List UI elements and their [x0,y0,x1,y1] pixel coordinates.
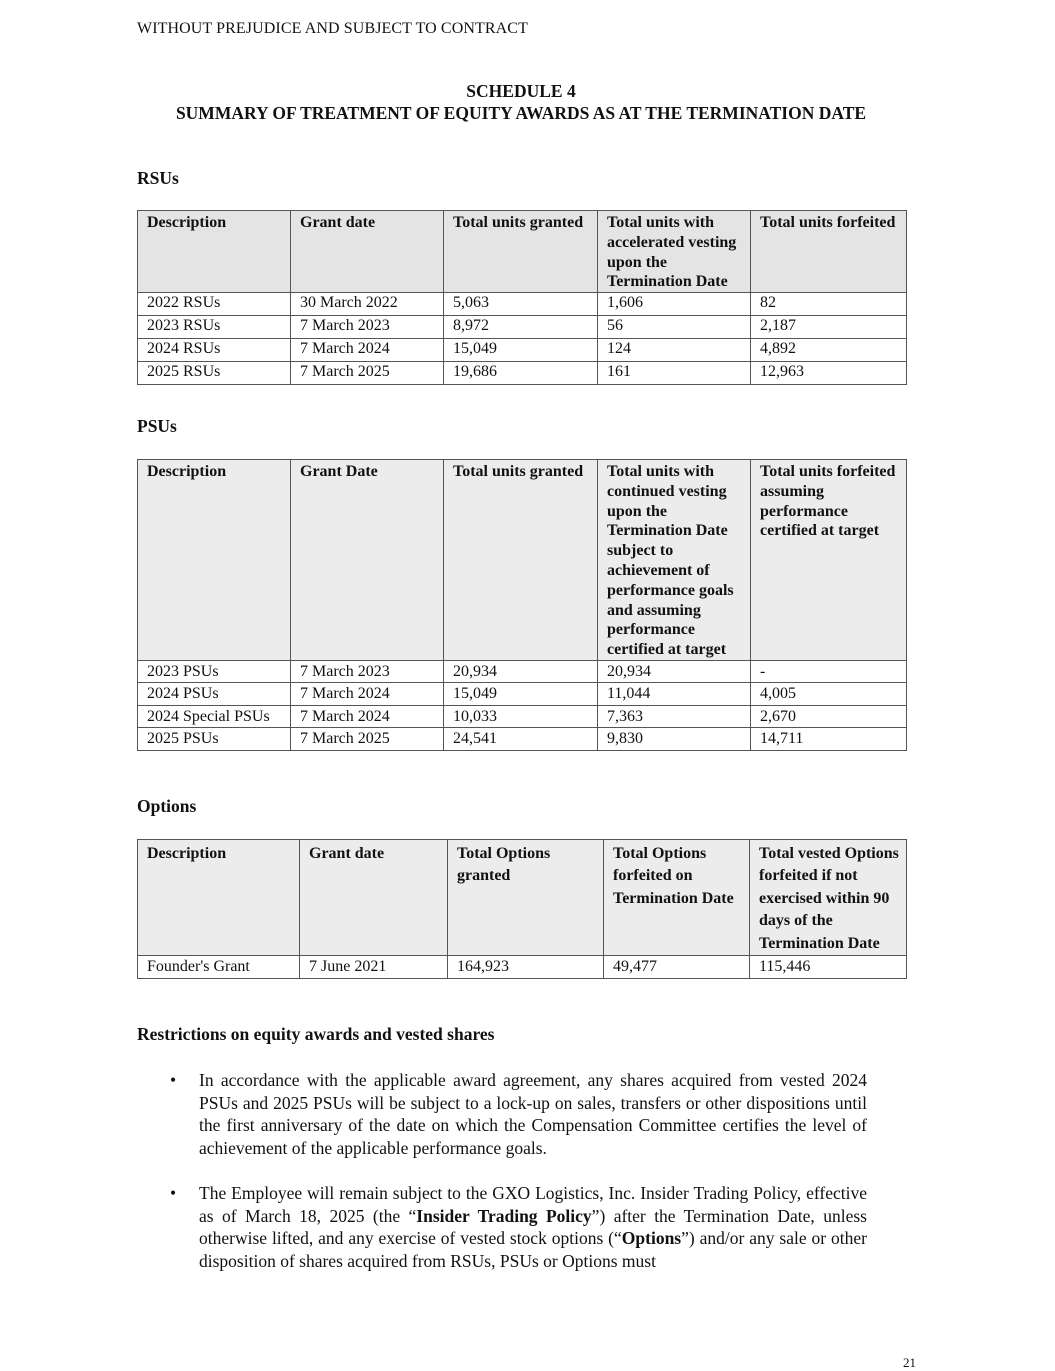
table-cell: 7 June 2021 [300,956,448,979]
options-heading: Options [137,796,197,816]
column-header: Total units granted [444,211,598,293]
bullet-icon: • [170,1183,177,1203]
bullet-text: In accordance with the applicable award agreement, any shares acquired from vested 2024 PSUs and 2025 PSUs will be subject to a lock-up on sales, transfers or other dispositions until the first anniversary of the date on which the Compensation Committee certifies the level of achievement of the applicable performance goals. [199,1070,867,1158]
table-row [138,362,907,385]
table-cell: 2,187 [751,316,907,339]
column-header: Total vested Options forfeited if not exercised within 90 days of the Termination Date [750,840,907,956]
bullet-icon: • [170,1070,177,1090]
table-cell: 115,446 [750,956,907,979]
table-cell: 5,063 [444,293,598,316]
table-cell: 2024 Special PSUs [138,705,291,728]
column-header: Total Options granted [448,840,604,956]
table-cell: 30 March 2022 [291,293,444,316]
table-cell: 7,363 [598,705,751,728]
table-cell: 15,049 [444,339,598,362]
table-cell: 14,711 [751,728,907,751]
restrictions-bullet-list [170,1069,867,1295]
table-cell: 56 [598,316,751,339]
table-cell: 4,892 [751,339,907,362]
column-header: Description [138,460,291,661]
list-item [170,1069,867,1159]
table-cell: 2024 PSUs [138,683,291,706]
table-row [138,660,907,683]
table-row [138,956,907,979]
bullet-text-part: ”) after the Termination Date, unless otherwise lifted, and any exercise of vested stock options (“ [199,1205,867,1248]
table-cell: 2024 RSUs [138,339,291,362]
table-cell: 15,049 [444,683,598,706]
table-cell: 49,477 [604,956,750,979]
table-cell: 82 [751,293,907,316]
table-row [138,683,907,706]
column-header: Description [138,840,300,956]
restrictions-heading: Restrictions on equity awards and vested shares [137,1024,495,1044]
table-row [138,316,907,339]
table-cell: 19,686 [444,362,598,385]
bullet-text [199,1183,867,1271]
rsus-table [137,210,907,385]
bullet-text-part: The Employee will remain subject to the GXO Logistics, Inc. Insider Trading Policy, effective as of March 18, 2025 (the “ [199,1183,867,1226]
table-cell: 10,033 [444,705,598,728]
column-header: Description [138,211,291,293]
table-cell: 7 March 2024 [291,339,444,362]
table-cell: 2025 RSUs [138,362,291,385]
table-header-row [138,460,907,661]
table-cell: 2,670 [751,705,907,728]
table-cell: 2023 RSUs [138,316,291,339]
psus-table [137,459,907,751]
schedule-title-block [137,80,905,124]
table-cell: 24,541 [444,728,598,751]
defined-term: Options [621,1228,682,1248]
table-cell: 8,972 [444,316,598,339]
table-cell: 20,934 [444,660,598,683]
table-row [138,339,907,362]
table-cell: 2025 PSUs [138,728,291,751]
table-cell: 7 March 2023 [291,316,444,339]
psus-heading: PSUs [137,416,177,436]
rsus-heading: RSUs [137,168,179,188]
column-header: Total Options forfeited on Termination Date [604,840,750,956]
table-cell: 4,005 [751,683,907,706]
column-header: Total units forfeited assuming performance certified at target [751,460,907,661]
table-header-row [138,840,907,956]
table-cell: 9,830 [598,728,751,751]
table-cell: 12,963 [751,362,907,385]
table-header-row [138,211,907,293]
column-header: Grant date [291,211,444,293]
list-item [170,1182,867,1272]
table-cell: - [751,660,907,683]
table-cell: 161 [598,362,751,385]
table-cell: 7 March 2025 [291,728,444,751]
schedule-title: SCHEDULE 4 [466,81,576,101]
table-cell: 1,606 [598,293,751,316]
table-cell: 20,934 [598,660,751,683]
options-table [137,839,907,979]
table-cell: 7 March 2024 [291,683,444,706]
schedule-subtitle: SUMMARY OF TREATMENT OF EQUITY AWARDS AS AT THE TERMINATION DATE [175,103,867,123]
column-header: Total units forfeited [751,211,907,293]
bullet-text-part: ”) and/or any sale or other disposition of shares acquired from RSUs, PSUs or Options must [199,1228,867,1271]
table-cell: 2023 PSUs [138,660,291,683]
table-cell: 164,923 [448,956,604,979]
column-header: Total units with accelerated vesting upon the Termination Date [598,211,751,293]
column-header: Grant Date [291,460,444,661]
column-header: Total units granted [444,460,598,661]
table-cell: Founder's Grant [138,956,300,979]
header-note: WITHOUT PREJUDICE AND SUBJECT TO CONTRACT [137,20,528,37]
table-cell: 7 March 2024 [291,705,444,728]
table-cell: 7 March 2025 [291,362,444,385]
table-row [138,705,907,728]
column-header: Total units with continued vesting upon the Termination Date subject to achievement of performance goals and assuming performance certified at target [598,460,751,661]
table-cell: 7 March 2023 [291,660,444,683]
page-number: 21 [903,1355,916,1370]
table-cell: 2022 RSUs [138,293,291,316]
table-cell: 124 [598,339,751,362]
table-cell: 11,044 [598,683,751,706]
column-header: Grant date [300,840,448,956]
defined-term: Insider Trading Policy [416,1205,592,1226]
table-row [138,293,907,316]
table-row [138,728,907,751]
